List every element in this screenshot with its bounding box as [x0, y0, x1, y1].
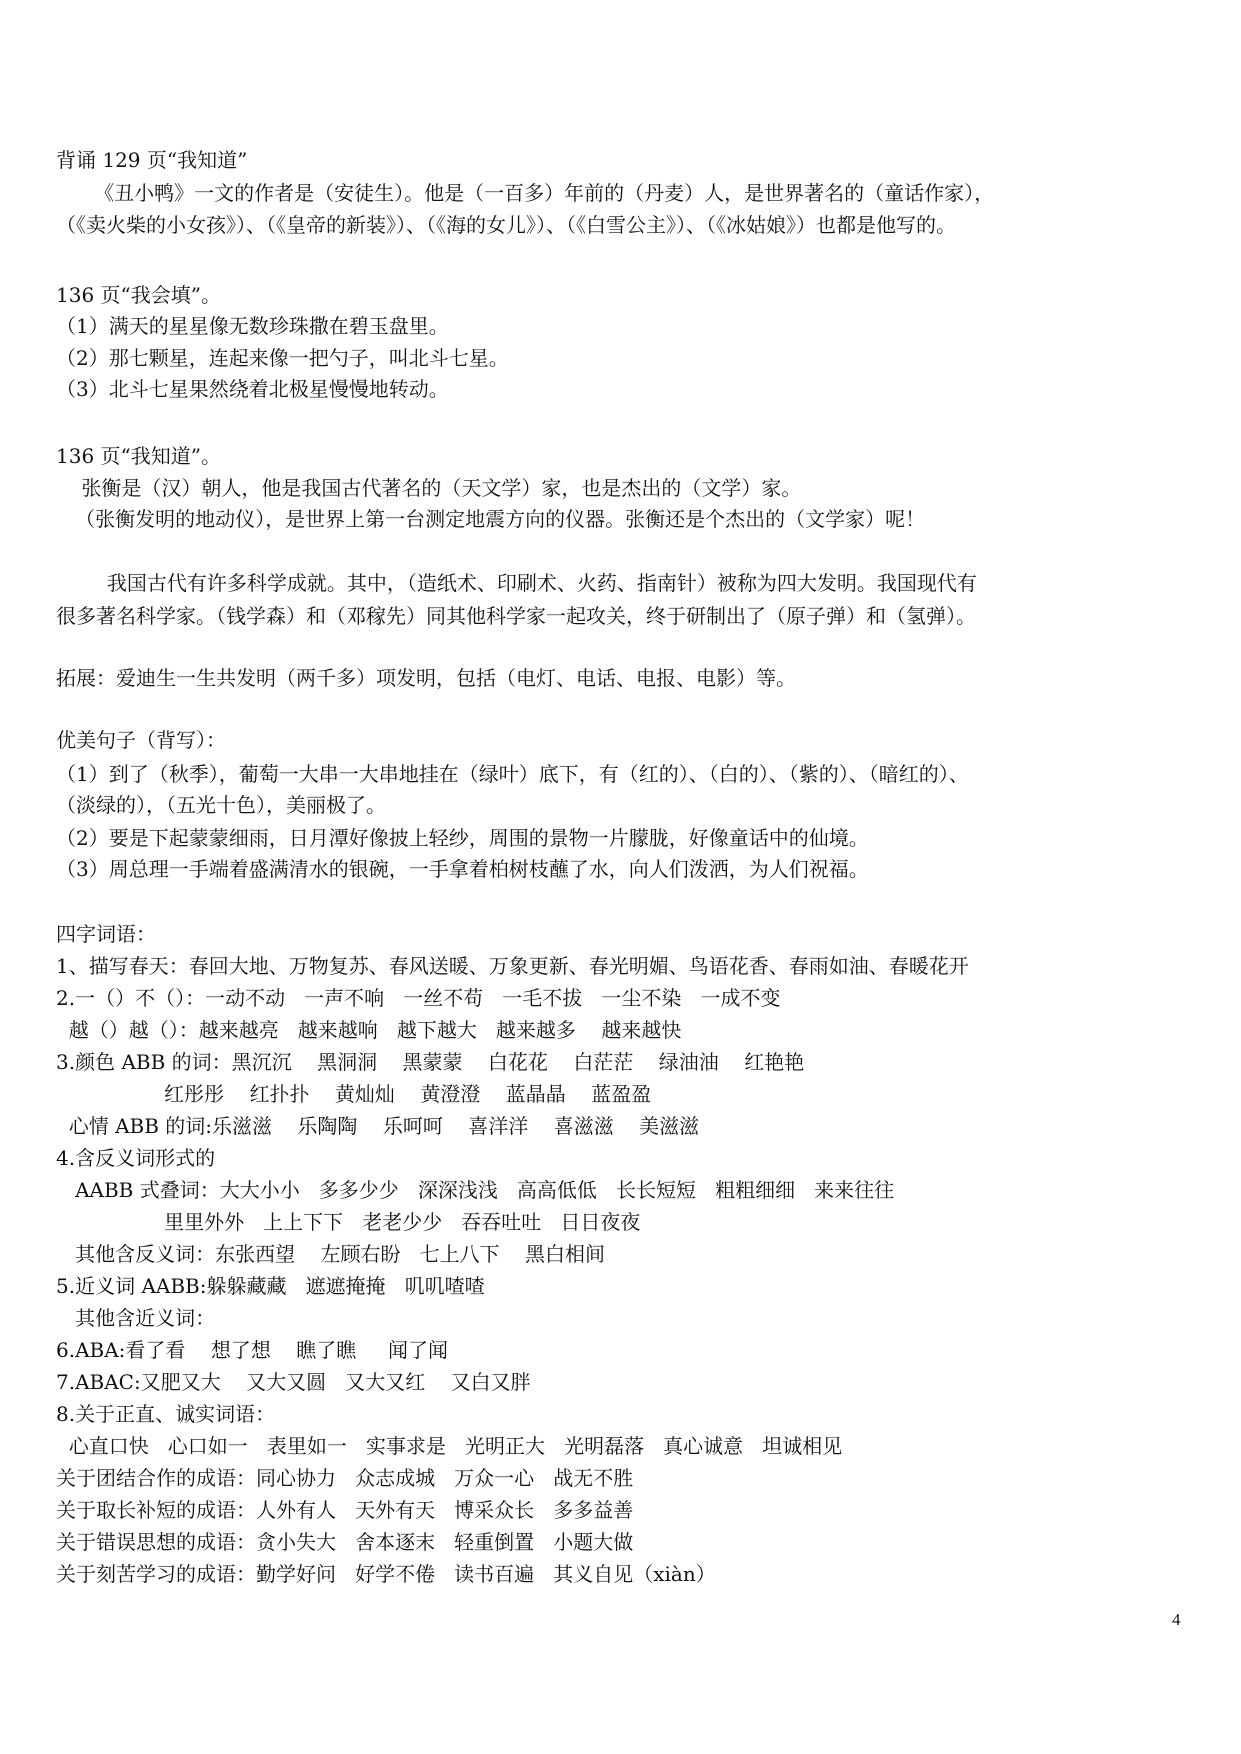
- text-line: 7.ABAC:又肥又大 又大又圆 又大又红 又白又胖: [56, 1370, 531, 1394]
- text-line: 8.关于正直、诚实词语：: [56, 1402, 276, 1426]
- text-line: 关于取长补短的成语：人外有人 天外有天 博采众长 多多益善: [56, 1498, 634, 1522]
- text-line: 6.ABA:看了看 想了想 瞧了瞧 闻了闻: [56, 1338, 449, 1362]
- text-line: （2）要是下起蒙蒙细雨，日月潭好像披上轻纱，周围的景物一片朦胧，好像童话中的仙境。: [56, 826, 869, 850]
- text-line: （1）满天的星星像无数珍珠撒在碧玉盘里。: [56, 314, 449, 338]
- text-line: （《卖火柴的小女孩》）、（《皇帝的新装》）、（《海的女儿》）、（《白雪公主》）、（《冰姑娘》）也都是他写的。: [56, 213, 956, 237]
- text-line: 里里外外 上上下下 老老少少 吞吞吐吐 日日夜夜: [56, 1210, 641, 1234]
- text-line: 很多著名科学家。（钱学森）和（邓稼先）同其他科学家一起攻关，终于研制出了（原子弹）和（氢弹）。: [56, 604, 976, 628]
- text-line: 拓展：爱迪生一生共发明（两千多）项发明，包括（电灯、电话、电报、电影）等。: [56, 666, 796, 690]
- text-line: 四字词语：: [56, 922, 156, 946]
- text-line: （2）那七颗星，连起来像一把勺子，叫北斗七星。: [56, 346, 509, 370]
- text-line: 5.近义词 AABB:躲躲藏藏 遮遮掩掩 叽叽喳喳: [56, 1274, 485, 1298]
- text-line: （张衡发明的地动仪），是世界上第一台测定地震方向的仪器。张衡还是个杰出的（文学家）呢！: [56, 507, 926, 531]
- text-line: 关于刻苦学习的成语：勤学好问 好学不倦 读书百遍 其义自见（xiàn）: [56, 1562, 716, 1586]
- text-line: （3）北斗七星果然绕着北极星慢慢地转动。: [56, 377, 449, 401]
- text-line: 关于错误思想的成语：贪小失大 舍本逐末 轻重倒置 小题大做: [56, 1530, 634, 1554]
- text-line: 其他含近义词：: [56, 1306, 216, 1330]
- text-line: 4.含反义词形式的: [56, 1146, 216, 1170]
- text-line: 越（）越（）：越来越亮 越来越响 越下越大 越来越多 越来越快: [56, 1018, 682, 1042]
- text-line: AABB 式叠词：大大小小 多多少少 深深浅浅 高高低低 长长短短 粗粗细细 来来往往: [56, 1178, 895, 1202]
- text-line: （1）到了（秋季），葡萄一大串一大串地挂在（绿叶）底下，有（红的）、（白的）、（紫的）、（暗红的）、: [56, 762, 969, 786]
- text-line: 2.一（）不（）：一动不动 一声不响 一丝不苟 一毛不拔 一尘不染 一成不变: [56, 986, 781, 1010]
- text-line: 我国古代有许多科学成就。其中，（造纸术、印刷术、火药、指南针）被称为四大发明。我国现代有: [56, 571, 977, 595]
- text-line: 136 页“我知道”。: [56, 444, 221, 468]
- page-number: 4: [1172, 1610, 1181, 1629]
- text-line: 红彤彤 红扑扑 黄灿灿 黄澄澄 蓝晶晶 蓝盈盈: [56, 1082, 652, 1106]
- text-line: 其他含反义词：东张西望 左顾右盼 七上八下 黑白相间: [56, 1242, 606, 1266]
- text-line: 1、描写春天：春回大地、万物复苏、春风送暖、万象更新、春光明媚、鸟语花香、春雨如油、春暖花开: [56, 954, 969, 978]
- text-line: （3）周总理一手端着盛满清水的银碗，一手拿着柏树枝蘸了水，向人们泼洒，为人们祝福。: [56, 857, 869, 881]
- text-line: 《丑小鸭》一文的作者是（安徒生）。他是（一百多）年前的（丹麦）人，是世界著名的（童话作家），: [56, 181, 995, 205]
- text-line: 心直口快 心口如一 表里如一 实事求是 光明正大 光明磊落 真心诚意 坦诚相见: [56, 1434, 843, 1458]
- text-line: 3.颜色 ABB 的词：黑沉沉 黑洞洞 黑蒙蒙 白花花 白茫茫 绿油油 红艳艳: [56, 1050, 805, 1074]
- text-line: 张衡是（汉）朝人，他是我国古代著名的（天文学）家，也是杰出的（文学）家。: [56, 476, 802, 500]
- text-line: 优美句子（背写）：: [56, 728, 226, 752]
- text-line: 关于团结合作的成语：同心协力 众志成城 万众一心 战无不胜: [56, 1466, 634, 1490]
- text-line: （淡绿的），（五光十色），美丽极了。: [56, 793, 386, 817]
- text-line: 背诵 129 页“我知道”: [56, 148, 248, 172]
- text-line: 136 页“我会填”。: [56, 283, 221, 307]
- text-line: 心情 ABB 的词:乐滋滋 乐陶陶 乐呵呵 喜洋洋 喜滋滋 美滋滋: [56, 1114, 700, 1138]
